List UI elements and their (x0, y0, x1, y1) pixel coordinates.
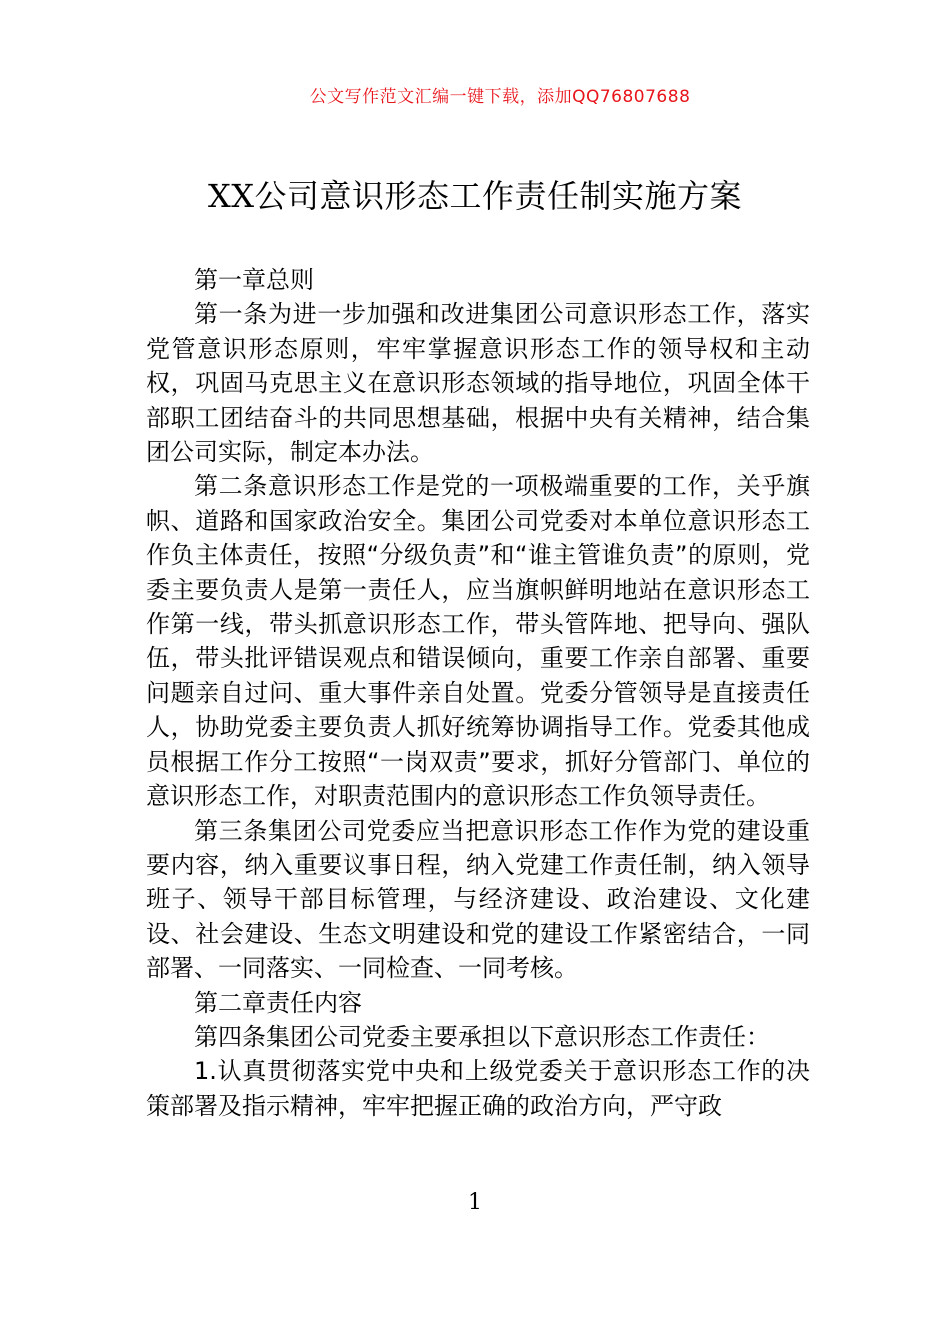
article-2: 第二条意识形态工作是党的一项极端重要的工作，关乎旗帜、道路和国家政治安全。集团公司党委对本单位意识形态工作负主体责任，按照“分级负责”和“谁主管谁负责”的原则，党委主要负责人是第一责任人，应当旗帜鲜明地站在意识形态工作第一线，带头抓意识形态工作，带头管阵地、把导向、强队伍，带头批评错误观点和错误倾向，重要工作亲自部署、重要问题亲自过问、重大事件亲自处置。党委分管领导是直接责任人，协助党委主要负责人抓好统筹协调指导工作。党委其他成员根据工作分工按照“一岗双责”要求，抓好分管部门、单位的意识形态工作，对职责范围内的意识形态工作负领导责任。 (146, 472, 810, 811)
document-body (146, 263, 810, 1123)
article-4-item-1: 1.认真贯彻落实党中央和上级党委关于意识形态工作的决策部署及指示精神，牢牢把握正确的政治方向，严守政 (146, 1057, 810, 1120)
chapter-heading-2: 第二章责任内容 (194, 988, 362, 1017)
article-4: 第四条集团公司党委主要承担以下意识形态工作责任： (194, 1022, 770, 1051)
document-title: XX公司意识形态工作责任制实施方案 (207, 177, 743, 215)
download-notice: 公文写作范文汇编一键下载，添加QQ76807688 (309, 87, 691, 107)
article-3: 第三条集团公司党委应当把意识形态工作作为党的建设重要内容，纳入重要议事日程，纳入党建工作责任制，纳入领导班子、领导干部目标管理，与经济建设、政治建设、文化建设、社会建设、生态文明建设和党的建设工作紧密结合，一同部署、一同落实、一同检查、一同考核。 (146, 816, 810, 983)
page-number: 1 (468, 1190, 482, 1215)
article-1: 第一条为进一步加强和改进集团公司意识形态工作，落实党管意识形态原则，牢牢掌握意识形态工作的领导权和主动权，巩固马克思主义在意识形态领域的指导地位，巩固全体干部职工团结奋斗的共同思想基础，根据中央有关精神，结合集团公司实际，制定本办法。 (146, 300, 810, 467)
chapter-heading-1: 第一章总则 (194, 266, 314, 294)
